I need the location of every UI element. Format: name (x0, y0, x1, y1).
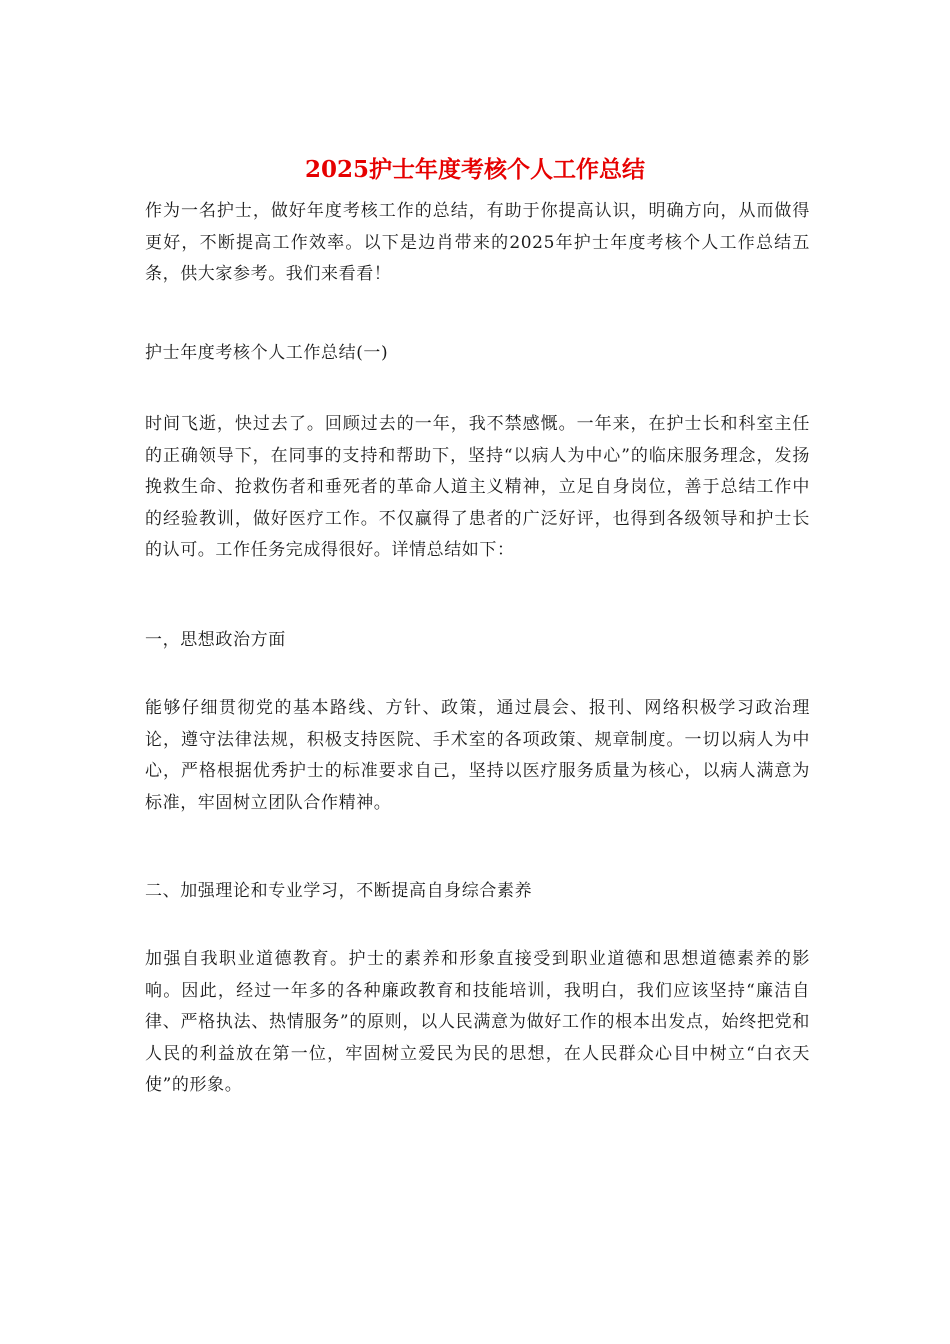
paragraph-political: 能够仔细贯彻党的基本路线、方针、政策，通过晨会、报刊、网络积极学习政治理论，遵守法律法规，积极支持医院、手术室的各项政策、规章制度。一切以病人为中心，严格根据优秀护士的标准要求自己，坚持以医疗服务质量为核心，以病人满意为标准，牢固树立团队合作精神。 (145, 698, 810, 813)
paragraph-overview: 时间飞逝，快过去了。回顾过去的一年，我不禁感慨。一年来，在护士长和科室主任的正确领导下，在同事的支持和帮助下，坚持“以病人为中心”的临床服务理念，发扬挽救生命、抢救伤者和垂死者的革命人道主义精神，立足自身岗位，善于总结工作中的经验教训，做好医疗工作。不仅赢得了患者的广泛好评，也得到各级领导和护士长的认可。工作任务完成得很好。详情总结如下： (145, 414, 810, 560)
intro-paragraph: 作为一名护士，做好年度考核工作的总结，有助于你提高认识，明确方向，从而做得更好，不断提高工作效率。以下是边肖带来的2025年护士年度考核个人工作总结五条，供大家参考。我们来看看！ (145, 201, 810, 284)
subheading-political: 一，思想政治方面 (145, 630, 286, 650)
document-title: 2025护士年度考核个人工作总结 (304, 156, 645, 183)
paragraph-study: 加强自我职业道德教育。护士的素养和形象直接受到职业道德和思想道德素养的影响。因此，经过一年多的各种廉政教育和技能培训，我明白，我们应该坚持“廉洁自律、严格执法、热情服务”的原则，以人民满意为做好工作的根本出发点，始终把党和人民的利益放在第一位，牢固树立爱民为民的思想，在人民群众心目中树立“白衣天使”的形象。 (145, 949, 810, 1095)
section-heading: 护士年度考核个人工作总结(一) (145, 343, 389, 363)
subheading-study: 二、加强理论和专业学习，不断提高自身综合素养 (145, 881, 533, 901)
